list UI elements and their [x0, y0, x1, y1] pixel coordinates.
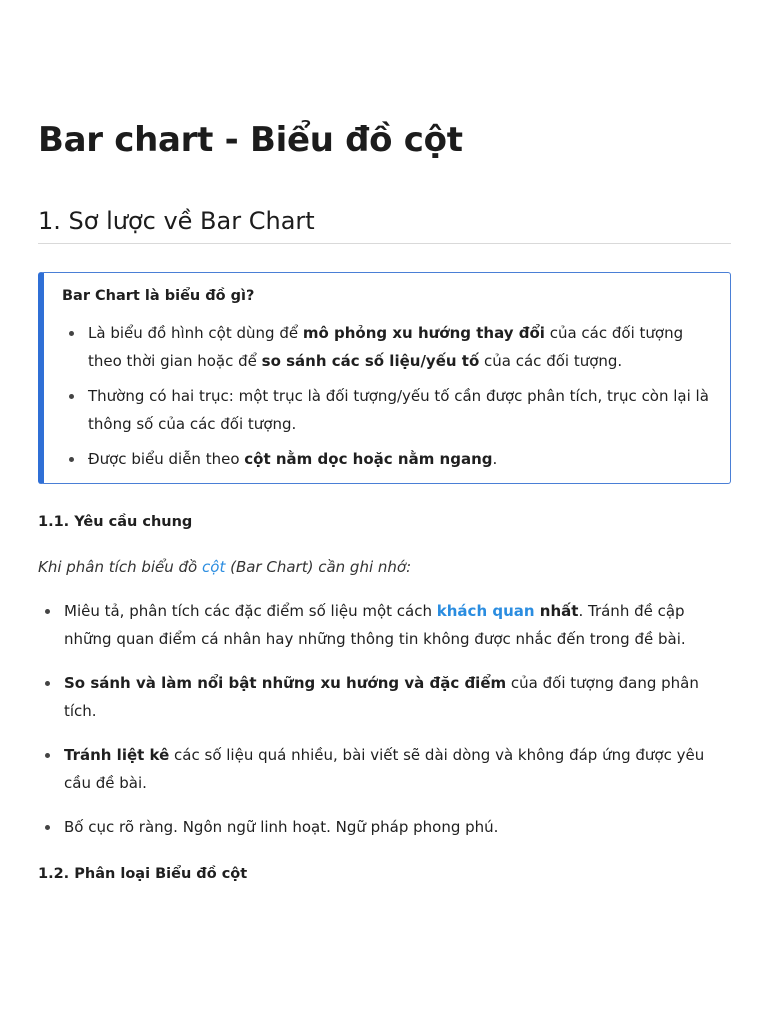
- page-title: Bar chart - Biểu đồ cột: [38, 120, 463, 160]
- item-bold-text: So sánh và làm nổi bật những xu hướng và đặc điểm: [64, 674, 507, 692]
- highlight-text: khách quan: [436, 602, 535, 620]
- requirements-list: [38, 597, 731, 841]
- list-item: [38, 741, 731, 797]
- callout-list: [62, 319, 710, 473]
- intro-text: Khi phân tích biểu đồ: [38, 558, 203, 576]
- list-item: [62, 445, 710, 473]
- intro-paragraph: [38, 556, 731, 578]
- list-item: Bố cục rõ ràng. Ngôn ngữ linh hoạt. Ngữ pháp phong phú.: [38, 813, 731, 841]
- callout-title: Bar Chart là biểu đồ gì?: [62, 288, 255, 304]
- intro-text: (Bar Chart) cần ghi nhớ:: [225, 558, 412, 576]
- list-item: [38, 597, 731, 653]
- item-text: Được biểu diễn theo: [88, 450, 245, 468]
- list-item: [38, 669, 731, 725]
- item-text: . Tránh đề cập những quan điểm cá nhân hay những thông tin không được nhắc đến trong đề bài.: [64, 602, 686, 648]
- item-bold-text: nhất: [534, 602, 579, 620]
- item-text: .: [492, 450, 498, 468]
- item-text: Miêu tả, phân tích các đặc điểm số liệu một cách: [64, 602, 437, 620]
- item-text: các số liệu quá nhiều, bài viết sẽ dài dòng và không đáp ứng được yêu cầu đề bài.: [64, 746, 705, 792]
- item-text: của đối tượng đang phân tích.: [64, 674, 699, 720]
- item-bold-text: Tránh liệt kê: [64, 746, 170, 764]
- item-text: Là biểu đồ hình cột dùng để: [88, 324, 303, 342]
- list-item: Thường có hai trục: một trục là đối tượng/yếu tố cần được phân tích, trục còn lại là thông số của các đối tượng.: [62, 382, 710, 438]
- bar-chart-link[interactable]: cột: [202, 558, 226, 576]
- definition-callout: [38, 272, 731, 484]
- section-heading-overview: 1. Sơ lược về Bar Chart: [38, 205, 731, 244]
- subsection-heading-requirements: 1.1. Yêu cầu chung: [38, 514, 193, 530]
- item-text: của các đối tượng theo thời gian hoặc để: [88, 324, 684, 370]
- item-bold-text: mô phỏng xu hướng thay đổi: [302, 324, 545, 342]
- subsection-heading-classification: 1.2. Phân loại Biểu đồ cột: [38, 866, 248, 882]
- item-bold-text: so sánh các số liệu/yếu tố: [261, 352, 480, 370]
- item-text: của các đối tượng.: [479, 352, 623, 370]
- item-bold-text: cột nằm dọc hoặc nằm ngang: [244, 450, 493, 468]
- list-item: [62, 319, 710, 375]
